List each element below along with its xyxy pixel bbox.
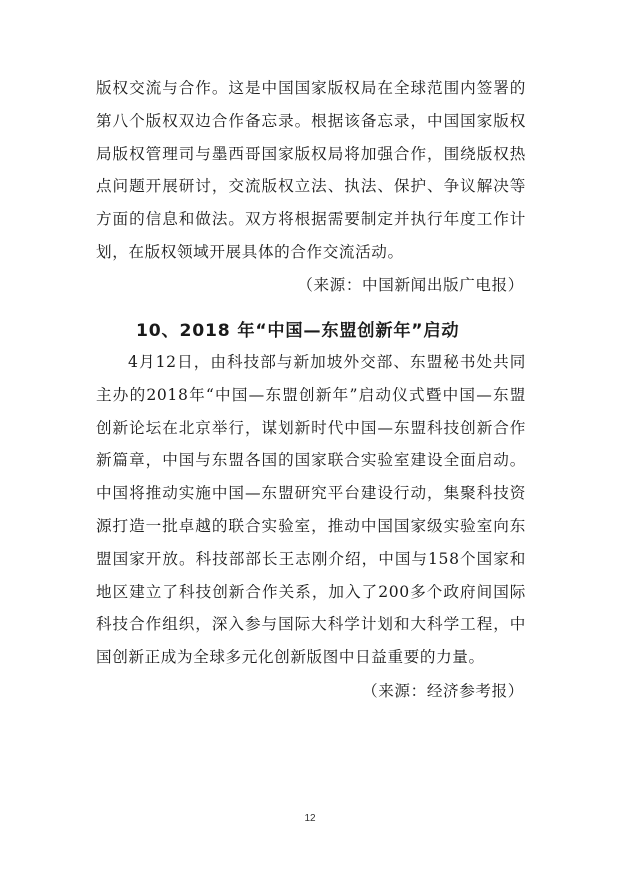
paragraph-line: 方面的信息和做法。双方将根据需要制定并执行年度工作计: [96, 210, 526, 229]
article-2-source: （来源：经济参考报）: [362, 682, 524, 700]
paragraph-line: 盟国家开放。科技部部长王志刚介绍，中国与158个国家和: [96, 549, 526, 568]
paragraph-line: 源打造一批卓越的联合实验室，推动中国国家级实验室向东: [96, 516, 526, 535]
paragraph-line: 创新论坛在北京举行，谋划新时代中国—东盟科技创新合作: [96, 418, 526, 437]
paragraph-line: 主办的2018年“中国—东盟创新年”启动仪式暨中国—东盟: [96, 385, 526, 404]
paragraph-line: 划，在版权领域开展具体的合作交流活动。: [96, 242, 404, 261]
paragraph-first-line: 4月12日，由科技部与新加坡外交部、东盟秘书处共同: [128, 353, 526, 371]
article-1-source: （来源：中国新闻出版广电报）: [297, 276, 524, 294]
paragraph-line: 点问题开展研讨，交流版权立法、执法、保护、争议解决等: [96, 177, 526, 196]
article-2-body: [96, 346, 526, 674]
paragraph-line: 科技合作组织，深入参与国际大科学计划和大科学工程，中: [96, 615, 526, 634]
article-1-body: [96, 72, 526, 269]
paragraph-line: 局版权管理司与墨西哥国家版权局将加强合作，围绕版权热: [96, 144, 526, 163]
paragraph-line: 中国将推动实施中国—东盟研究平台建设行动，集聚科技资: [96, 484, 526, 503]
paragraph-line: 第八个版权双边合作备忘录。根据该备忘录，中国国家版权: [96, 111, 526, 130]
paragraph-line: 国创新正成为全球多元化创新版图中日益重要的力量。: [96, 648, 485, 667]
paragraph-line: 版权交流与合作。这是中国国家版权局在全球范围内签署的: [96, 79, 526, 97]
page-number: 12: [304, 813, 316, 824]
paragraph-line: 地区建立了科技创新合作关系，加入了200多个政府间国际: [96, 582, 526, 601]
paragraph-line: 新篇章，中国与东盟各国的国家联合实验室建设全面启动。: [96, 451, 526, 470]
section-heading: 10、2018 年“中国—东盟创新年”启动: [136, 321, 460, 341]
